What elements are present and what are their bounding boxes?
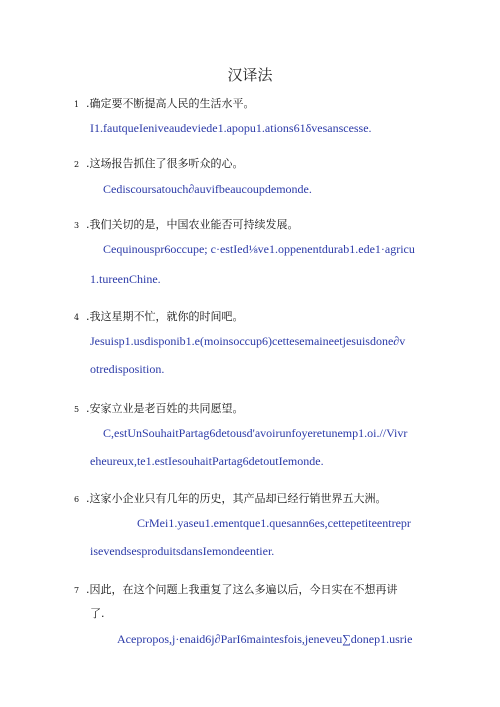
item-7-french-line-1: Acepropos,j·enaid6j∂ParI6maintesfois,jeneveu∑donep1.usrie bbox=[117, 632, 413, 646]
item-2-chinese bbox=[74, 155, 244, 171]
item-3-french-line-1: Cequinouspr6occupe; c·estIed⅛ve1.oppenentdurab1.ede1·agricu bbox=[103, 242, 415, 256]
item-4-zh-text: .我这星期不忙，就你的时间吧。 bbox=[86, 310, 244, 323]
item-4-number: 4 bbox=[74, 313, 80, 322]
item-7-zh-text: .因此，在这个问题上我重复了这么多遍以后，今日实在不想再讲 bbox=[86, 583, 398, 596]
item-6-french-line-2: isevendsesproduitsdansIemondeentier. bbox=[90, 544, 275, 558]
item-1-number: 1 bbox=[74, 100, 80, 109]
item-6-chinese bbox=[74, 490, 387, 506]
item-5-number: 5 bbox=[74, 405, 80, 414]
item-7-chinese-continuation: 了. bbox=[90, 607, 105, 620]
item-1-french-line-1: I1.fautqueIeniveaudeviede1.apopu1.ations61δvesanscesse. bbox=[90, 121, 372, 135]
item-3-number: 3 bbox=[74, 221, 80, 230]
item-3-zh-text: .我们关切的是，中国农业能否可持续发展。 bbox=[86, 218, 299, 231]
item-6-french-line-1: CrMei1.yaseu1.ementque1.quesann6es,cettepetiteentrepr bbox=[137, 516, 411, 530]
item-5-zh-text: .安家立业是老百姓的共同愿望。 bbox=[86, 402, 244, 415]
item-2-french-line-1: Cediscoursatouch∂auvifbeaucoupdemonde. bbox=[103, 182, 312, 196]
item-3-chinese bbox=[74, 216, 299, 232]
item-4-chinese bbox=[74, 308, 244, 324]
item-2-number: 2 bbox=[74, 160, 80, 169]
item-5-french-line-1: C,estUnSouhaitPartag6detousd'avoirunfoyeretunemp1.oi.//Vivr bbox=[103, 426, 408, 440]
item-4-french-line-2: otredisposition. bbox=[90, 362, 165, 376]
page-title: 汉译法 bbox=[227, 66, 273, 84]
item-4-french-line-1: Jesuisp1.usdisponib1.e(moinsoccup6)cettesemaineetjesuisdone∂v bbox=[90, 334, 406, 348]
item-1-zh-text: .确定要不断提高人民的生活水平。 bbox=[86, 97, 255, 110]
item-5-french-line-2: eheureux,te1.estIesouhaitPartag6detoutIemonde. bbox=[90, 454, 324, 468]
item-3-french-line-2: 1.tureenChine. bbox=[90, 272, 161, 286]
item-5-chinese bbox=[74, 400, 244, 416]
item-6-number: 6 bbox=[74, 495, 80, 504]
item-1-chinese bbox=[74, 95, 255, 111]
item-7-number: 7 bbox=[74, 586, 80, 595]
item-6-zh-text: .这家小企业只有几年的历史，其产品却已经行销世界五大洲。 bbox=[86, 492, 387, 505]
item-7-chinese bbox=[74, 581, 398, 597]
item-2-zh-text: .这场报告抓住了很多听众的心。 bbox=[86, 157, 244, 170]
